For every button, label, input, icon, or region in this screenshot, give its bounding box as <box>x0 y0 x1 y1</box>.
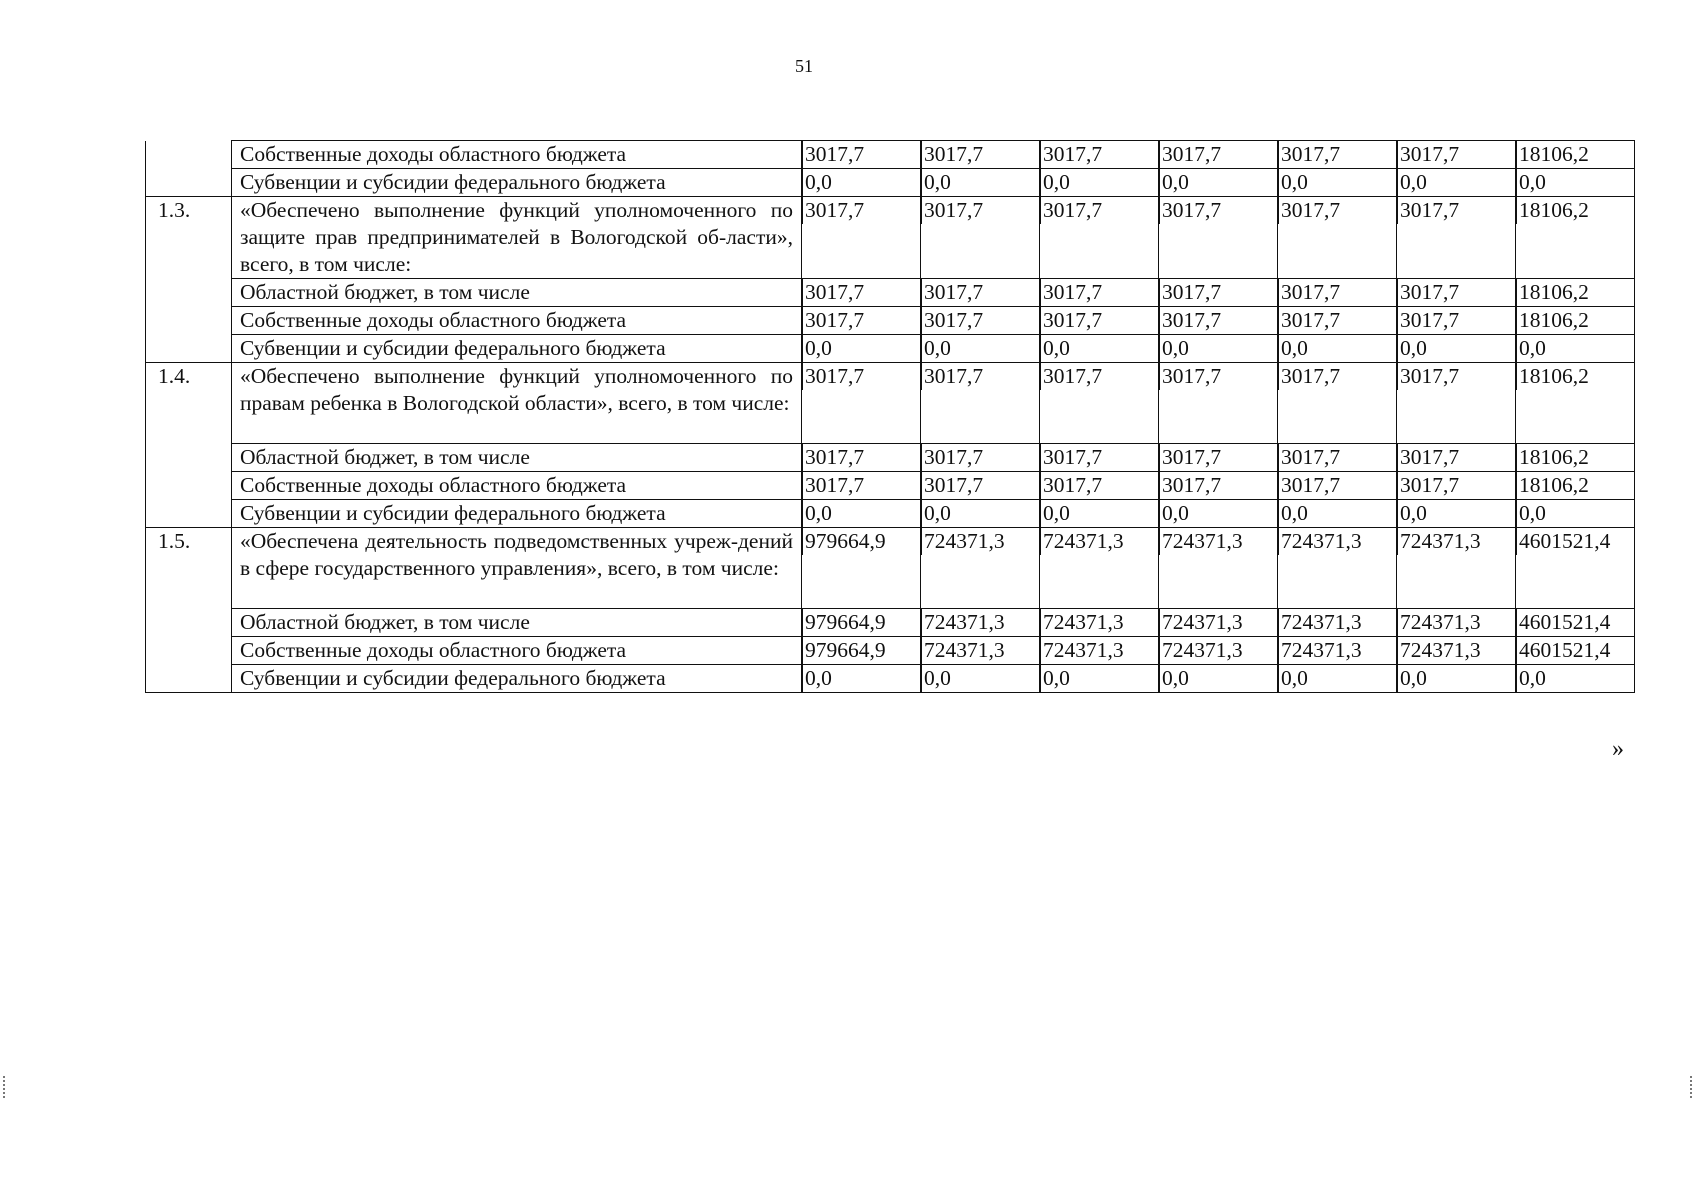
value-cell <box>1397 279 1516 307</box>
value-text: 3017,7 <box>1040 141 1156 168</box>
value-text: 0,0 <box>1397 665 1513 692</box>
value-cell <box>921 335 1040 363</box>
value-text: 3017,7 <box>1159 141 1275 168</box>
row-description-cell: Собственные доходы областного бюджета <box>232 141 802 169</box>
value-cell <box>1397 500 1516 528</box>
value-cell <box>921 665 1040 693</box>
value-text: 18106,2 <box>1516 363 1632 390</box>
value-text: 3017,7 <box>921 472 1037 499</box>
value-text: 724371,3 <box>1397 528 1513 555</box>
value-text: 0,0 <box>1397 335 1513 362</box>
row-index-cell <box>146 279 232 307</box>
value-text: 0,0 <box>1159 500 1275 527</box>
value-cell <box>1040 169 1159 197</box>
row-index-cell <box>146 637 232 665</box>
value-text: 724371,3 <box>1159 637 1275 664</box>
value-cell <box>1278 169 1397 197</box>
value-cell <box>1040 363 1159 444</box>
value-cell <box>921 472 1040 500</box>
row-index-cell <box>146 609 232 637</box>
value-text: 724371,3 <box>921 528 1037 555</box>
value-text: 0,0 <box>1040 500 1156 527</box>
closing-quote: » <box>1612 736 1624 762</box>
value-text: 3017,7 <box>1397 472 1513 499</box>
value-cell <box>1397 528 1516 609</box>
value-cell <box>1278 363 1397 444</box>
value-cell <box>1516 335 1635 363</box>
value-cell <box>1040 307 1159 335</box>
value-text: 3017,7 <box>1397 363 1513 390</box>
value-cell <box>921 197 1040 279</box>
value-text: 0,0 <box>1278 335 1394 362</box>
table-row <box>146 528 1635 609</box>
value-cell <box>1516 279 1635 307</box>
value-cell <box>1278 141 1397 169</box>
value-text: 0,0 <box>802 500 918 527</box>
value-cell <box>1516 141 1635 169</box>
value-cell <box>1397 169 1516 197</box>
value-text: 724371,3 <box>1278 637 1394 664</box>
value-cell <box>921 141 1040 169</box>
value-cell <box>921 528 1040 609</box>
value-text: 3017,7 <box>1397 279 1513 306</box>
value-text: 18106,2 <box>1516 197 1632 224</box>
value-cell <box>1278 279 1397 307</box>
table-row <box>146 637 1635 665</box>
value-text: 3017,7 <box>802 444 918 471</box>
value-cell <box>802 444 921 472</box>
value-text: 724371,3 <box>921 609 1037 636</box>
value-text: 0,0 <box>1040 665 1156 692</box>
value-text: 0,0 <box>921 169 1037 196</box>
value-cell <box>1040 637 1159 665</box>
value-text: 3017,7 <box>1040 307 1156 334</box>
value-text: 3017,7 <box>1278 444 1394 471</box>
value-text: 0,0 <box>1278 169 1394 196</box>
value-text: 3017,7 <box>1397 444 1513 471</box>
row-description-cell: Областной бюджет, в том числе <box>232 444 802 472</box>
value-cell <box>1159 169 1278 197</box>
value-text: 3017,7 <box>921 444 1037 471</box>
value-text: 3017,7 <box>802 197 918 224</box>
table-row <box>146 169 1635 197</box>
value-cell <box>802 307 921 335</box>
value-text: 0,0 <box>1516 500 1632 527</box>
edge-mark-left <box>3 1076 7 1098</box>
value-cell <box>921 609 1040 637</box>
value-text: 3017,7 <box>1278 307 1394 334</box>
value-cell <box>1040 279 1159 307</box>
row-description-cell: Собственные доходы областного бюджета <box>232 307 802 335</box>
value-text: 3017,7 <box>1040 472 1156 499</box>
value-text: 0,0 <box>1159 335 1275 362</box>
value-cell <box>921 169 1040 197</box>
row-index-cell <box>146 141 232 169</box>
value-text: 18106,2 <box>1516 141 1632 168</box>
value-text: 3017,7 <box>1159 363 1275 390</box>
value-text: 3017,7 <box>921 197 1037 224</box>
value-text: 3017,7 <box>802 141 918 168</box>
value-text: 979664,9 <box>802 528 918 555</box>
value-cell <box>1516 197 1635 279</box>
table-row <box>146 307 1635 335</box>
value-text: 3017,7 <box>1278 197 1394 224</box>
value-text: 3017,7 <box>1040 363 1156 390</box>
value-cell <box>1159 500 1278 528</box>
budget-table-body <box>146 141 1635 693</box>
value-text: 18106,2 <box>1516 472 1632 499</box>
value-cell <box>1159 472 1278 500</box>
value-cell <box>1040 472 1159 500</box>
row-description-cell: «Обеспечена деятельность подведомственных учреж-дений в сфере государственного управления», всего, в том числе: <box>232 528 802 609</box>
value-cell <box>802 500 921 528</box>
value-cell <box>1159 444 1278 472</box>
value-text: 0,0 <box>1516 169 1632 196</box>
value-text: 0,0 <box>1278 500 1394 527</box>
value-text: 0,0 <box>921 500 1037 527</box>
table-row <box>146 197 1635 279</box>
value-cell <box>802 197 921 279</box>
row-index-cell: 1.3. <box>146 197 232 279</box>
row-description-cell: Собственные доходы областного бюджета <box>232 472 802 500</box>
value-cell <box>802 141 921 169</box>
value-cell <box>1278 472 1397 500</box>
value-text: 0,0 <box>802 665 918 692</box>
row-index-cell <box>146 307 232 335</box>
value-text: 0,0 <box>1040 169 1156 196</box>
value-cell <box>1040 197 1159 279</box>
value-text: 0,0 <box>1278 665 1394 692</box>
value-cell <box>1397 197 1516 279</box>
value-text: 4601521,4 <box>1516 528 1632 555</box>
value-text: 3017,7 <box>1159 307 1275 334</box>
value-cell <box>1159 335 1278 363</box>
value-text: 0,0 <box>802 335 918 362</box>
value-text: 724371,3 <box>1278 609 1394 636</box>
row-index-cell <box>146 444 232 472</box>
value-cell <box>1159 665 1278 693</box>
value-cell <box>1397 637 1516 665</box>
value-cell <box>921 307 1040 335</box>
value-text: 3017,7 <box>1159 444 1275 471</box>
value-cell <box>1516 472 1635 500</box>
value-cell <box>1040 665 1159 693</box>
value-cell <box>1278 637 1397 665</box>
table-row <box>146 279 1635 307</box>
value-cell <box>1397 363 1516 444</box>
value-cell <box>1159 197 1278 279</box>
value-text: 3017,7 <box>921 363 1037 390</box>
value-cell <box>1159 637 1278 665</box>
budget-table <box>145 140 1635 693</box>
value-text: 724371,3 <box>1040 528 1156 555</box>
value-cell <box>921 500 1040 528</box>
value-text: 4601521,4 <box>1516 637 1632 664</box>
value-text: 3017,7 <box>802 472 918 499</box>
table-row <box>146 335 1635 363</box>
value-text: 3017,7 <box>1278 141 1394 168</box>
row-index-cell <box>146 665 232 693</box>
value-cell <box>1278 444 1397 472</box>
value-text: 3017,7 <box>802 363 918 390</box>
value-text: 3017,7 <box>921 307 1037 334</box>
value-text: 724371,3 <box>1040 637 1156 664</box>
value-cell <box>1516 665 1635 693</box>
value-text: 3017,7 <box>921 141 1037 168</box>
page-number: 51 <box>795 56 813 76</box>
table-row <box>146 472 1635 500</box>
value-cell <box>802 528 921 609</box>
value-cell <box>1278 665 1397 693</box>
table-row <box>146 500 1635 528</box>
value-text: 979664,9 <box>802 637 918 664</box>
value-cell <box>921 363 1040 444</box>
value-cell <box>1278 197 1397 279</box>
value-text: 3017,7 <box>1040 197 1156 224</box>
value-cell <box>1516 169 1635 197</box>
value-cell <box>1516 444 1635 472</box>
value-text: 3017,7 <box>1159 279 1275 306</box>
value-cell <box>1516 609 1635 637</box>
value-cell <box>802 335 921 363</box>
row-index-cell <box>146 335 232 363</box>
value-cell <box>1040 609 1159 637</box>
row-index-cell <box>146 500 232 528</box>
value-text: 0,0 <box>921 335 1037 362</box>
row-description-cell: Областной бюджет, в том числе <box>232 609 802 637</box>
value-cell <box>802 363 921 444</box>
row-index-cell <box>146 472 232 500</box>
value-cell <box>802 609 921 637</box>
value-text: 3017,7 <box>1397 307 1513 334</box>
value-cell <box>1040 335 1159 363</box>
value-text: 3017,7 <box>1278 363 1394 390</box>
value-text: 3017,7 <box>1040 444 1156 471</box>
value-cell <box>1397 335 1516 363</box>
row-description-cell: Субвенции и субсидии федерального бюджета <box>232 335 802 363</box>
value-cell <box>1516 528 1635 609</box>
value-cell <box>921 444 1040 472</box>
value-cell <box>1159 528 1278 609</box>
table-row <box>146 609 1635 637</box>
value-cell <box>921 637 1040 665</box>
value-cell <box>1397 665 1516 693</box>
value-text: 3017,7 <box>921 279 1037 306</box>
value-text: 3017,7 <box>1159 472 1275 499</box>
value-text: 0,0 <box>1159 665 1275 692</box>
value-cell <box>921 279 1040 307</box>
value-cell <box>1278 500 1397 528</box>
value-cell <box>1397 307 1516 335</box>
value-text: 0,0 <box>1159 169 1275 196</box>
value-text: 724371,3 <box>1397 637 1513 664</box>
row-description-cell: Субвенции и субсидии федерального бюджета <box>232 169 802 197</box>
value-cell <box>1159 363 1278 444</box>
row-description-cell: Субвенции и субсидии федерального бюджета <box>232 665 802 693</box>
value-text: 724371,3 <box>1397 609 1513 636</box>
row-description-cell: «Обеспечено выполнение функций уполномоченного по защите прав предпринимателей в Вологодской об-ласти», всего, в том числе: <box>232 197 802 279</box>
edge-mark-right <box>1690 1076 1694 1098</box>
row-index-cell: 1.4. <box>146 363 232 444</box>
table-row <box>146 665 1635 693</box>
value-cell <box>1397 141 1516 169</box>
value-cell <box>1516 363 1635 444</box>
value-text: 0,0 <box>1516 335 1632 362</box>
value-text: 18106,2 <box>1516 279 1632 306</box>
value-cell <box>1516 637 1635 665</box>
value-text: 0,0 <box>1397 169 1513 196</box>
value-text: 724371,3 <box>1040 609 1156 636</box>
value-cell <box>802 279 921 307</box>
table-row <box>146 363 1635 444</box>
row-description-cell: «Обеспечено выполнение функций уполномоченного по правам ребенка в Вологодской области», всего, в том числе: <box>232 363 802 444</box>
value-text: 3017,7 <box>802 279 918 306</box>
value-text: 979664,9 <box>802 609 918 636</box>
value-cell <box>1278 335 1397 363</box>
value-text: 0,0 <box>1397 500 1513 527</box>
value-text: 18106,2 <box>1516 444 1632 471</box>
value-text: 724371,3 <box>921 637 1037 664</box>
value-cell <box>1397 444 1516 472</box>
value-text: 0,0 <box>1516 665 1632 692</box>
value-cell <box>802 169 921 197</box>
value-cell <box>1278 609 1397 637</box>
value-text: 18106,2 <box>1516 307 1632 334</box>
value-cell <box>1278 528 1397 609</box>
value-text: 3017,7 <box>1278 279 1394 306</box>
value-cell <box>802 637 921 665</box>
row-description-cell: Областной бюджет, в том числе <box>232 279 802 307</box>
value-cell <box>1516 307 1635 335</box>
table-row <box>146 141 1635 169</box>
value-text: 4601521,4 <box>1516 609 1632 636</box>
value-text: 3017,7 <box>1397 141 1513 168</box>
value-text: 724371,3 <box>1159 528 1275 555</box>
value-text: 3017,7 <box>1040 279 1156 306</box>
value-cell <box>1159 279 1278 307</box>
value-text: 3017,7 <box>1278 472 1394 499</box>
value-text: 3017,7 <box>1397 197 1513 224</box>
row-description-cell: Субвенции и субсидии федерального бюджета <box>232 500 802 528</box>
value-cell <box>1159 609 1278 637</box>
value-cell <box>802 472 921 500</box>
value-text: 0,0 <box>802 169 918 196</box>
value-text: 0,0 <box>921 665 1037 692</box>
value-text: 724371,3 <box>1159 609 1275 636</box>
value-cell <box>1278 307 1397 335</box>
value-cell <box>1516 500 1635 528</box>
value-cell <box>1040 444 1159 472</box>
row-description-cell: Собственные доходы областного бюджета <box>232 637 802 665</box>
value-text: 0,0 <box>1040 335 1156 362</box>
value-cell <box>1397 609 1516 637</box>
value-cell <box>1040 528 1159 609</box>
table-row <box>146 444 1635 472</box>
value-cell <box>1159 307 1278 335</box>
value-cell <box>1397 472 1516 500</box>
value-cell <box>802 665 921 693</box>
row-index-cell <box>146 169 232 197</box>
value-cell <box>1159 141 1278 169</box>
value-cell <box>1040 141 1159 169</box>
value-cell <box>1040 500 1159 528</box>
row-index-cell: 1.5. <box>146 528 232 609</box>
value-text: 3017,7 <box>1159 197 1275 224</box>
value-text: 3017,7 <box>802 307 918 334</box>
value-text: 724371,3 <box>1278 528 1394 555</box>
